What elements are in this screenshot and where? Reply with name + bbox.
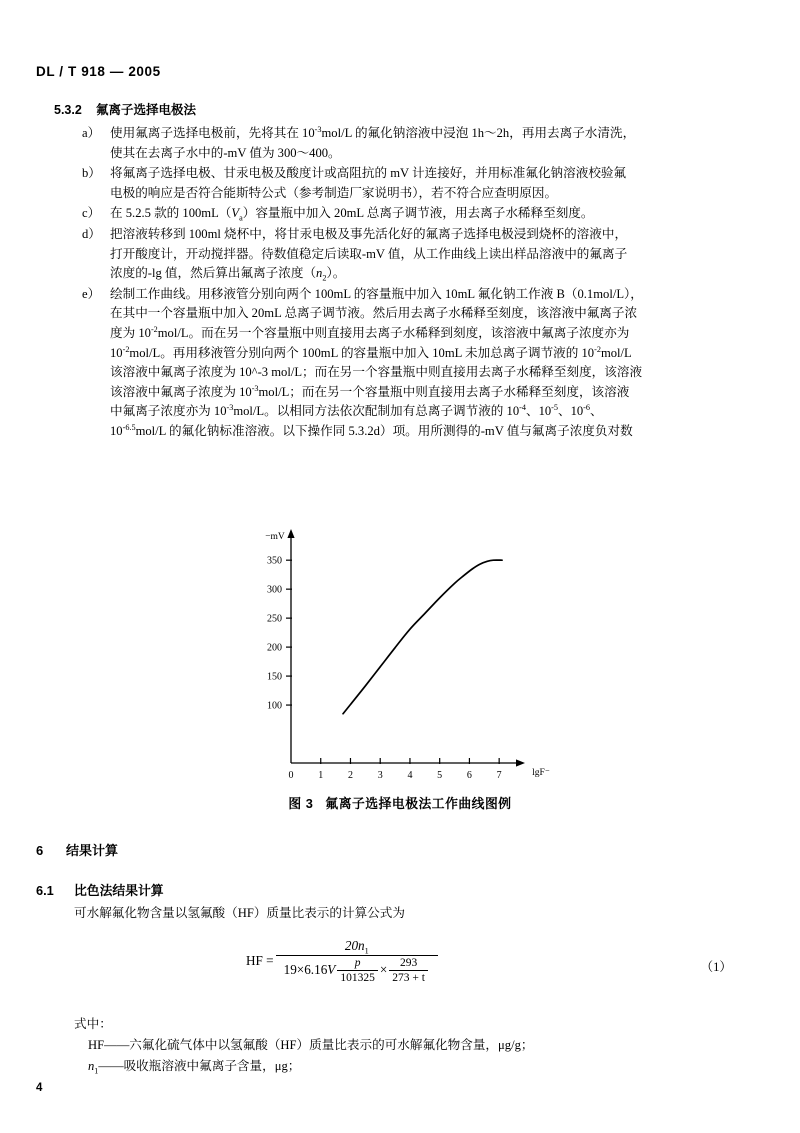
- where-symbol: HF: [88, 1037, 105, 1052]
- formula-pressure-den: 101325: [337, 970, 378, 984]
- x-tick-label: 0: [288, 770, 294, 781]
- where-dash: ——: [104, 1037, 130, 1052]
- list-item-text: 度为 $10^{-2}mol/L$。而在另一个容量瓶中则直接用去离子水稀释到刻度，该溶液中氟离子浓度亦为: [110, 324, 630, 340]
- list-item-text: 浓度的-lg 值，然后算出氟离子浓度$(n_2)$。: [110, 266, 346, 283]
- list-item-text: 使用氟离子选择电极前，先将其在 $10^{-3}mol/L$ 的氟化钠溶液中浸泡 1h～2h，再用去离子水清洗，: [110, 124, 636, 140]
- formula-temperature-fraction: [389, 957, 428, 984]
- y-tick-label: 200: [267, 642, 282, 654]
- list-item-text: 中氟离子浓度亦为 $10^{-3}mol/L$。以相同方法依次配制加有总离子调节液的 $10^{-4}$、$10^{-5}$、$10^{-6}$、: [110, 403, 603, 419]
- formula-numerator-sub: 1: [364, 946, 369, 956]
- where-block: [36, 1014, 776, 1077]
- section-6-1-heading: [36, 880, 776, 899]
- list-item: [36, 225, 776, 284]
- x-tick-label: 7: [496, 770, 502, 781]
- x-axis-label: lgF⁻: [532, 768, 550, 778]
- y-tick-label: 300: [267, 584, 282, 596]
- page-header-standard-number: DL / T 918 — 2005: [36, 64, 161, 79]
- list-item-text: 该溶液中氟离子浓度为 10^-3 mol/L；而在另一个容量瓶中则直接用去离子水稀释至刻度，该溶液: [110, 365, 643, 380]
- section-5-3-2-heading: [36, 100, 776, 118]
- figure-3-caption: [0, 793, 800, 812]
- calibration-curve-svg: [245, 525, 555, 787]
- list-item: [36, 124, 776, 163]
- section-6-1-title: 比色法结果计算: [74, 883, 164, 898]
- section-5-3-2-number: 5.3.2: [54, 103, 82, 117]
- formula-times-operator: ×: [379, 962, 388, 978]
- formula-numerator-text: 20n: [344, 937, 365, 953]
- figure-3-caption-text: 氟离子选择电极法工作曲线图例: [325, 796, 512, 811]
- page-number: 4: [36, 1082, 43, 1094]
- list-item-marker: d）: [82, 226, 101, 241]
- list-item-text: 在 5.2.5 款的 $100mL(V_a)$容量瓶中加入 20mL 总离子调节液，用去离子水稀释至刻度。: [110, 206, 594, 223]
- figure-3-caption-number: 图 3: [288, 796, 314, 811]
- where-entry: [74, 1035, 776, 1056]
- where-symbol: n: [88, 1058, 95, 1073]
- y-tick-label: 250: [267, 613, 282, 625]
- y-tick-label: 100: [267, 700, 282, 712]
- where-dash: ——: [98, 1058, 124, 1073]
- y-tick-group: [267, 556, 292, 712]
- list-item-text: 在其中一个容量瓶中加入 20mL 总离子调节液。然后用去离子水稀释至刻度，该溶液中氟离子浓: [110, 306, 638, 321]
- where-entry: [74, 1056, 776, 1077]
- list-item-marker: e）: [82, 286, 101, 301]
- figure-3: [0, 525, 800, 812]
- list-item-text: 电极的响应是否符合能斯特公式（参考制造厂家说明书），若不符合应查明原因。: [110, 185, 558, 200]
- formula-lhs: HF =: [246, 952, 274, 968]
- list-item-marker: b）: [82, 166, 101, 181]
- y-axis-arrow: [287, 529, 294, 538]
- section-5-3-2: [36, 100, 776, 443]
- x-tick-label: 2: [347, 770, 353, 781]
- where-text: 六氟化硫气体中以氢氟酸（HF）质量比表示的可水解氟化物含量，μg/g；: [129, 1037, 534, 1052]
- x-tick-label: 6: [466, 770, 472, 781]
- where-symbol-sub: 1: [94, 1066, 99, 1076]
- list-item-text: $10^{-6.5}mol/L$ 的氟化钠标准溶液。以下操作同 5.3.2d）项。用所测得的-mV 值与氟离子浓度负对数: [110, 422, 633, 438]
- section-5-3-2-title: 氟离子选择电极法: [96, 103, 197, 117]
- formula-den-lead-var: V: [327, 962, 336, 978]
- list-item-text: 使其在去离子水中的-mV 值为 300～400。: [110, 145, 341, 160]
- formula-temp-num: 293: [400, 956, 418, 969]
- formula-row: [36, 938, 776, 1002]
- section-6-heading: [36, 840, 776, 859]
- formula-temp-den: 273 + t: [389, 970, 428, 984]
- section-6: [36, 840, 776, 1077]
- curve-path: [343, 560, 502, 714]
- y-tick-label: 150: [267, 671, 282, 683]
- formula-main-fraction: [276, 938, 438, 984]
- x-tick-group: [289, 758, 502, 781]
- list-item-text: 绘制工作曲线。用移液管分别向两个 100mL 的容量瓶中加入 10mL 氟化钠工作液 B（0.1mol/L），: [110, 286, 643, 301]
- formula-den-lead: 19×6.16: [283, 962, 328, 978]
- formula-denominator: [276, 955, 438, 984]
- figure-3-chart: [245, 525, 555, 787]
- x-tick-label: 3: [377, 770, 383, 781]
- list-item: [36, 204, 776, 224]
- list-item-text: $10^{-2}mol/L$。再用移液管分别向两个 100mL 的容量瓶中加入 10mL 未加总离子调节液的 $10^{-2}mol/L$: [110, 344, 632, 360]
- section-6-1-number: 6.1: [36, 883, 54, 898]
- section-6-title: 结果计算: [66, 843, 119, 858]
- formula-numerator: [337, 938, 377, 955]
- x-tick-label: 5: [437, 770, 443, 781]
- list-item: [36, 285, 776, 442]
- list-item: [36, 164, 776, 203]
- list-item-text: 将氟离子选择电极、甘汞电极及酸度计或高阻抗的 mV 计连接好，并用标准氟化钠溶液校验氟: [110, 166, 627, 181]
- formula-hf: [246, 938, 440, 984]
- where-label: 式中：: [74, 1016, 112, 1031]
- y-axis-label: −mV: [265, 532, 285, 542]
- x-tick-label: 1: [318, 770, 324, 781]
- list-item-text: 把溶液转移到 100ml 烧杯中，将甘汞电极及事先活化好的氟离子选择电极浸到烧杯的溶液中，: [110, 226, 628, 241]
- formula-equation-number: （1）: [700, 959, 732, 974]
- where-text: 吸收瓶溶液中氟离子含量，μg；: [123, 1058, 301, 1073]
- list-item-text: 该溶液中氟离子浓度为 $10^{-3}mol/L$；而在另一个容量瓶中则直接用去离子水稀释至刻度，该溶液: [110, 383, 630, 399]
- section-6-1-intro: 可水解氟化物含量以氢氟酸（HF）质量比表示的计算公式为: [74, 906, 405, 920]
- section-6-number: 6: [36, 843, 44, 858]
- list-item-marker: c）: [82, 206, 101, 221]
- list-item-text: 打开酸度计，开动搅拌器。待数值稳定后读取-mV 值，从工作曲线上读出样品溶液中的氟离子: [110, 246, 628, 261]
- y-tick-label: 350: [267, 555, 282, 567]
- formula-pressure-fraction: [337, 957, 378, 984]
- x-axis-arrow: [516, 759, 525, 766]
- list-item-marker: a）: [82, 126, 101, 140]
- x-tick-label: 4: [407, 770, 413, 781]
- formula-pressure-num: p: [354, 956, 361, 969]
